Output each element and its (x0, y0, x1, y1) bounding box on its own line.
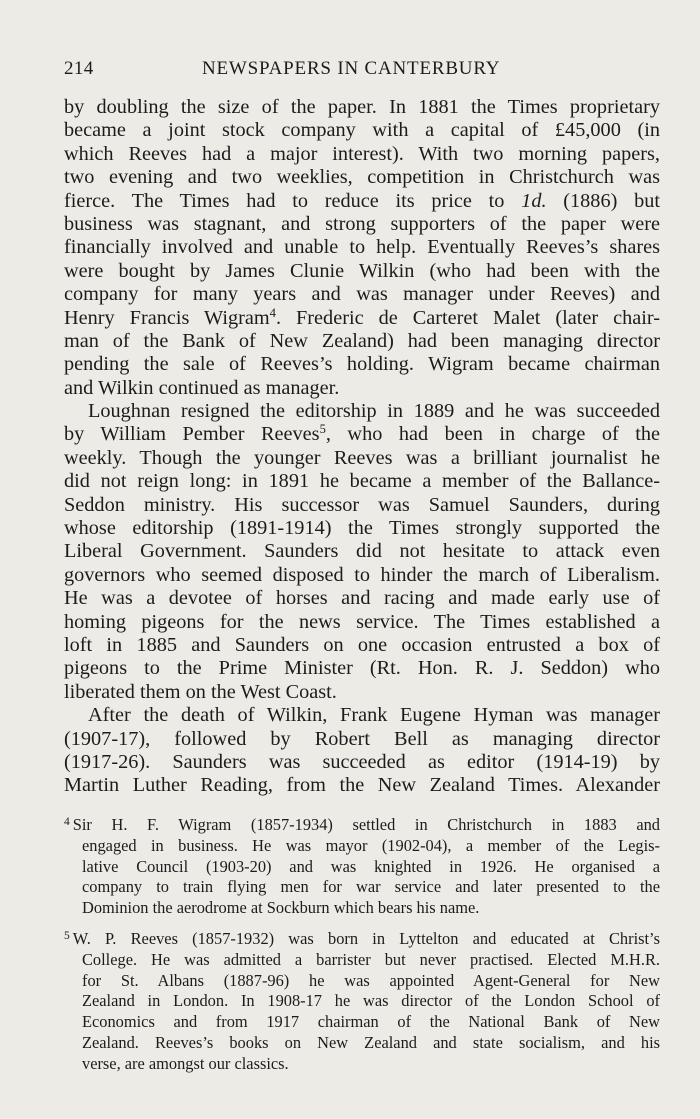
footnote-line: lative Council (1903-20) and was knighted in 1926. He organised a (82, 856, 660, 876)
text-line: pigeons to the Prime Minister (Rt. Hon. R. J. Seddon) who (64, 657, 660, 680)
body-text (64, 96, 660, 798)
text-line: were bought by James Clunie Wilkin (who had been with the (64, 259, 660, 282)
text-line: by William Pember Reeves$^5$, who had been in charge of the (64, 422, 660, 446)
text-line: whose editorship (1891-1914) the Times strongly supported the (64, 517, 660, 540)
text-line: pending the sale of Reeves’s holding. Wigram became chairman (64, 353, 660, 376)
text-line: liberated them on the West Coast. (64, 680, 337, 703)
text-line: governors who seemed disposed to hinder the march of Liberalism. (64, 563, 660, 586)
text-line: After the death of Wilkin, Frank Eugene Hyman was manager (88, 704, 660, 727)
running-head (64, 58, 660, 84)
running-title: NEWSPAPERS IN CANTERBURY (202, 58, 501, 79)
text-line: Liberal Government. Saunders did not hesitate to attack even (64, 540, 660, 563)
footnote-line: Dominion the aerodrome at Sockburn which bears his name. (82, 898, 480, 918)
footnote-ref-5: 5 (319, 422, 326, 437)
text-line: He was a devotee of horses and racing and made early use of (64, 587, 660, 610)
footnote-line: $^4$ Sir H. F. Wigram (1857-1934) settled in Christchurch in 1883 and (64, 815, 660, 834)
text-line: and Wilkin continued as manager. (64, 376, 340, 399)
footnote-line: Zealand. Reeves’s books on New Zealand and state socialism, and his (82, 1032, 660, 1052)
text-line: did not reign long: in 1891 he became a member of the Ballance- (64, 470, 660, 493)
text-line: financially involved and unable to help. Eventually Reeves’s shares (64, 236, 660, 259)
footnote-line: $^5$ W. P. Reeves (1857-1932) was born in Lyttelton and educated at Christ’s (64, 928, 660, 948)
footnote-mark: 4 (64, 815, 70, 828)
text-line: homing pigeons for the news service. The Times established a (64, 610, 660, 633)
text-line: Loughnan resigned the editorship in 1889 and he was succeeded (88, 400, 660, 423)
text-line: which Reeves had a major interest). With two morning papers, (64, 142, 660, 165)
text-line: Seddon ministry. His successor was Samuel Saunders, during (64, 493, 660, 516)
footnote-line: Zealand in London. In 1908-17 he was director of the London School of (82, 991, 660, 1011)
text-line: company for many years and was manager under Reeves) and (64, 283, 660, 306)
italic-price: 1d. (521, 189, 547, 212)
footnote-ref-4: 4 (269, 305, 276, 320)
text-line: Martin Luther Reading, from the New Zealand Times. Alexander (64, 774, 660, 797)
footnote-line: verse, are amongst our classics. (82, 1053, 289, 1073)
text-line: (1917-26). Saunders was succeeded as editor (1914-19) by (64, 750, 660, 773)
footnote-5 (64, 929, 660, 1075)
text-line: loft in 1885 and Saunders on one occasion entrusted a box of (64, 633, 660, 656)
footnote-line: for St. Albans (1887-96) he was appointed Agent-General for New (82, 970, 660, 990)
text-line: Henry Francis Wigram$^4$. Frederic de Carteret Malet (later chair- (64, 305, 660, 329)
footnote-line: College. He was admitted a barrister but never practised. Elected M.H.R. (82, 949, 660, 969)
text-line: man of the Bank of New Zealand) had been managing director (64, 329, 660, 352)
footnote-line: Economics and from 1917 chairman of the National Bank of New (82, 1012, 660, 1032)
text-line: became a joint stock company with a capital of £45,000 (in (64, 119, 660, 142)
footnote-mark: 5 (64, 929, 70, 942)
text-line: fierce. The Times had to reduce its price to 1d. (1886) but (64, 189, 660, 212)
text-line: business was stagnant, and strong supporters of the paper were (64, 212, 660, 235)
text-line: (1907-17), followed by Robert Bell as managing director (64, 727, 660, 750)
text-line: weekly. Though the younger Reeves was a brilliant journalist he (64, 446, 660, 469)
text-line: by doubling the size of the paper. In 1881 the Times proprietary (64, 96, 660, 118)
footnotes (64, 815, 660, 1075)
page-number: 214 (64, 58, 94, 79)
footnote-line: company to train flying men for war service and later presented to the (82, 877, 660, 897)
footnote-4 (64, 815, 660, 919)
text-line: two evening and two weeklies, competition in Christchurch was (64, 166, 660, 189)
footnote-line: engaged in business. He was mayor (1902-04), a member of the Legis- (82, 835, 660, 855)
